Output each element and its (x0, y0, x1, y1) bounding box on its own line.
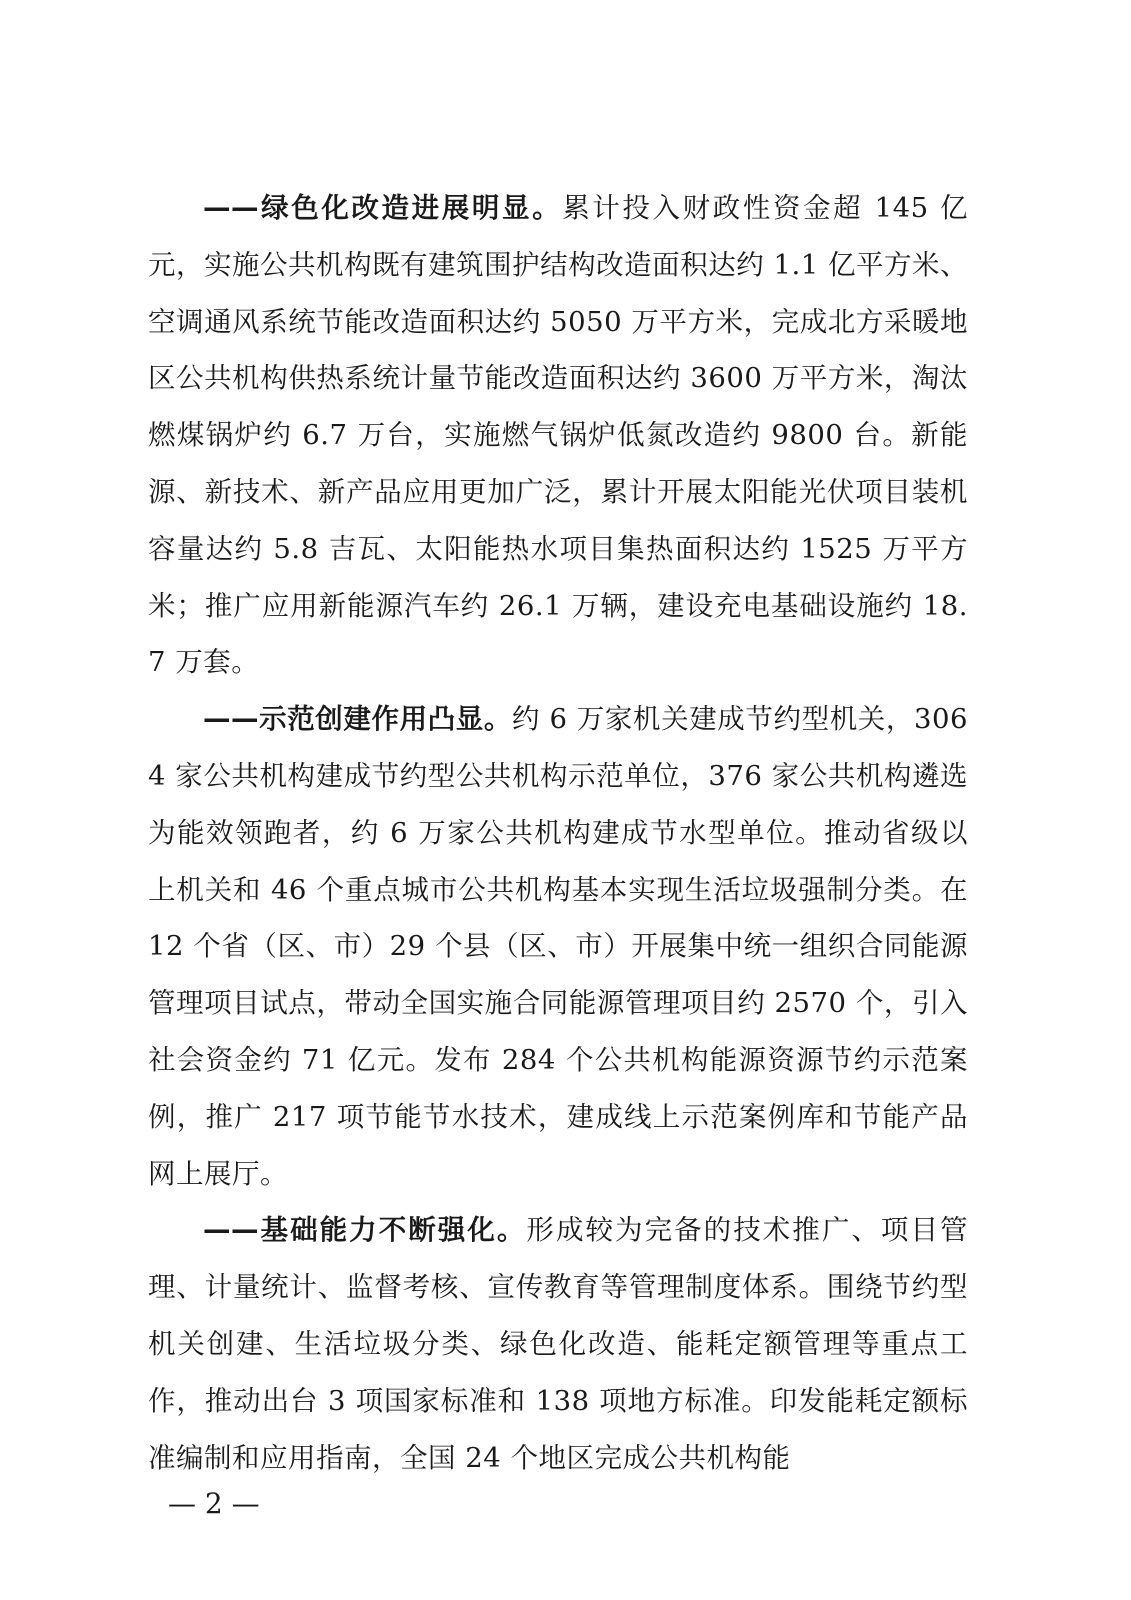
paragraph-lead: ——绿色化改造进展明显。 (203, 192, 563, 224)
paragraph-text: 约 6 万家机关建成节约型机关，3064 家公共机构建成节约型公共机构示范单位，376 家公共机构遴选为能效领跑者，约 6 万家公共机构建成节水型单位。推动省级以上机关和 46 个重点城市公共机构基本实现生活垃圾强制分类。在 12 个省（区、市）29 个县（区、市）开展集中统一组织合同能源管理项目试点，带动全国实施合同能源管理项目约 2570 个，引入社会资金约 71 亿元。发布 284 个公共机构能源资源节约示范案例，推广 217 项节能节水技术，建成线上示范案例库和节能产品网上展厅。 (148, 703, 969, 1190)
paragraph-basic-capacity (148, 1202, 968, 1486)
paragraph-lead: ——基础能力不断强化。 (203, 1214, 527, 1247)
page-number: — 2 — (168, 1487, 260, 1520)
paragraph-lead: ——示范创建作用凸显。 (203, 703, 513, 736)
document-body (148, 180, 968, 1486)
paragraph-text: 累计投入财政性资金超 145 亿元，实施公共机构既有建筑围护结构改造面积达约 1.1 亿平方米、空调通风系统节能改造面积达约 5050 万平方米，完成北方采暖地区公共机构供热系统计量节能改造面积达约 3600 万平方米，淘汰燃煤锅炉约 6.7 万台，实施燃气锅炉低氮改造约 9800 台。新能源、新技术、新产品应用更加广泛，累计开展太阳能光伏项目装机容量达约 5.8 吉瓦、太阳能热水项目集热面积达约 1525 万平方米；推广应用新能源汽车约 26.1 万辆，建设充电基础设施约 18.7 万套。 (148, 192, 968, 679)
paragraph-demonstration (148, 691, 968, 1202)
paragraph-text: 形成较为完备的技术推广、项目管理、计量统计、监督考核、宣传教育等管理制度体系。围绕节约型机关创建、生活垃圾分类、绿色化改造、能耗定额管理等重点工作，推动出台 3 项国家标准和 138 项地方标准。印发能耗定额标准编制和应用指南，全国 24 个地区完成公共机构能 (148, 1214, 969, 1474)
paragraph-green-renovation (148, 180, 968, 691)
